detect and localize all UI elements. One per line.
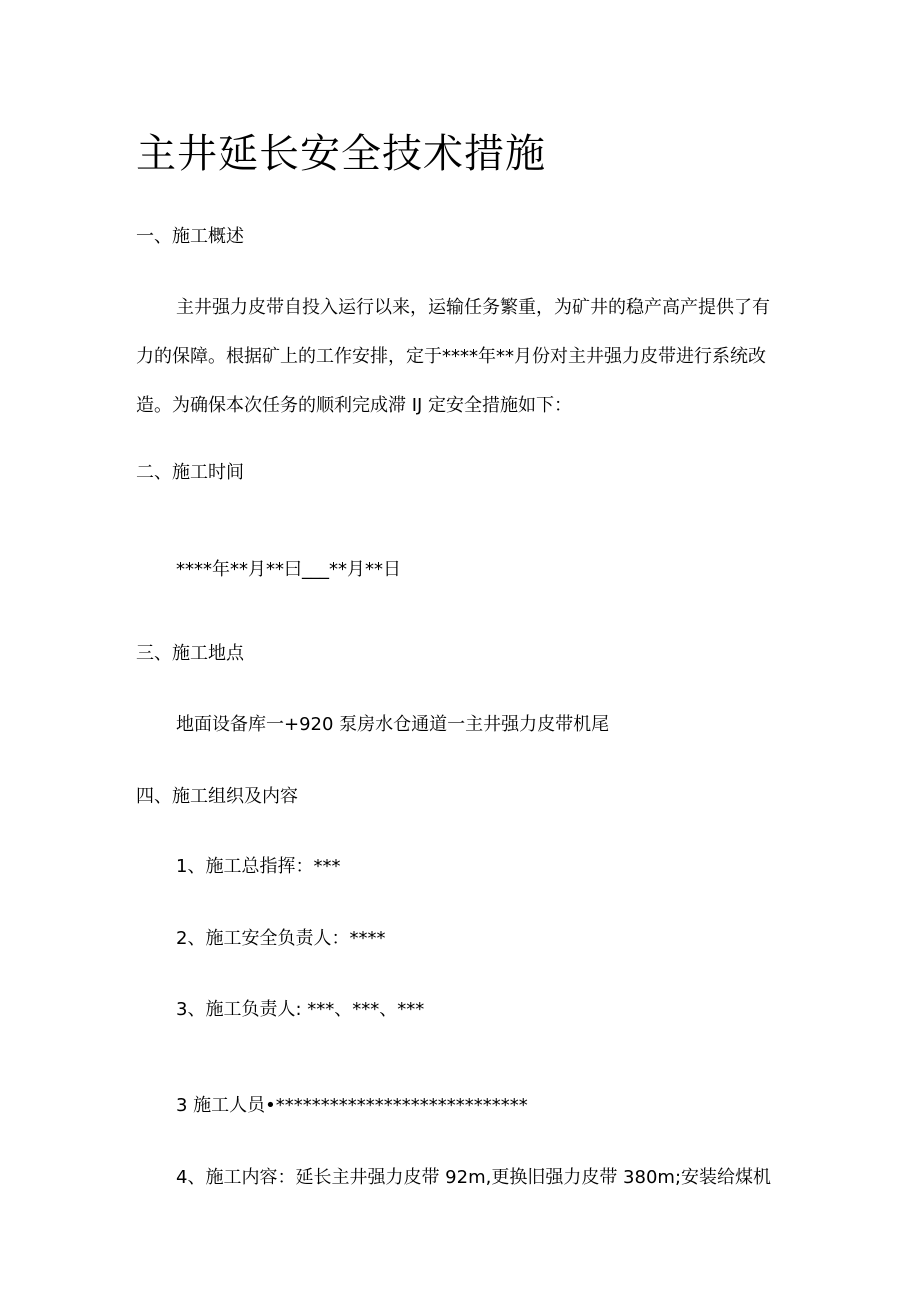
- document-title: 主井延长安全技术措施: [136, 131, 546, 177]
- overview-paragraph-line-1: 主井强力皮带自投入运行以来，运输任务繁重，为矿井的稳产高产提供了有: [176, 297, 770, 318]
- section-3-heading: 三、施工地点: [136, 643, 244, 664]
- section-4-heading: 四、施工组织及内容: [136, 786, 298, 807]
- overview-paragraph-line-2: 力的保障。根据矿上的工作安排，定于****年**月份对主井强力皮带进行系统改: [136, 346, 766, 367]
- list-item: 3、施工负责人: ***、***、***: [176, 999, 425, 1020]
- section-2-heading: 二、施工时间: [136, 462, 244, 483]
- list-item: 4、施工内容：延长主井强力皮带 92m,更换旧强力皮带 380m;安装给煤机: [176, 1167, 772, 1188]
- construction-location: 地面设备库一+920 泵房水仓通道一主井强力皮带机尾: [176, 714, 610, 735]
- overview-paragraph-line-3: 造。为确保本次任务的顺利完成滞 IJ 定安全措施如下：: [136, 395, 573, 416]
- list-item: 1、施工总指挥：***: [176, 856, 341, 877]
- list-item: 3 施工人员•****************************: [176, 1095, 528, 1116]
- construction-time: ****年**月**曰___**月**日: [176, 559, 401, 580]
- section-1-heading: 一、施工概述: [136, 226, 244, 247]
- list-item: 2、施工安全负责人：****: [176, 928, 386, 949]
